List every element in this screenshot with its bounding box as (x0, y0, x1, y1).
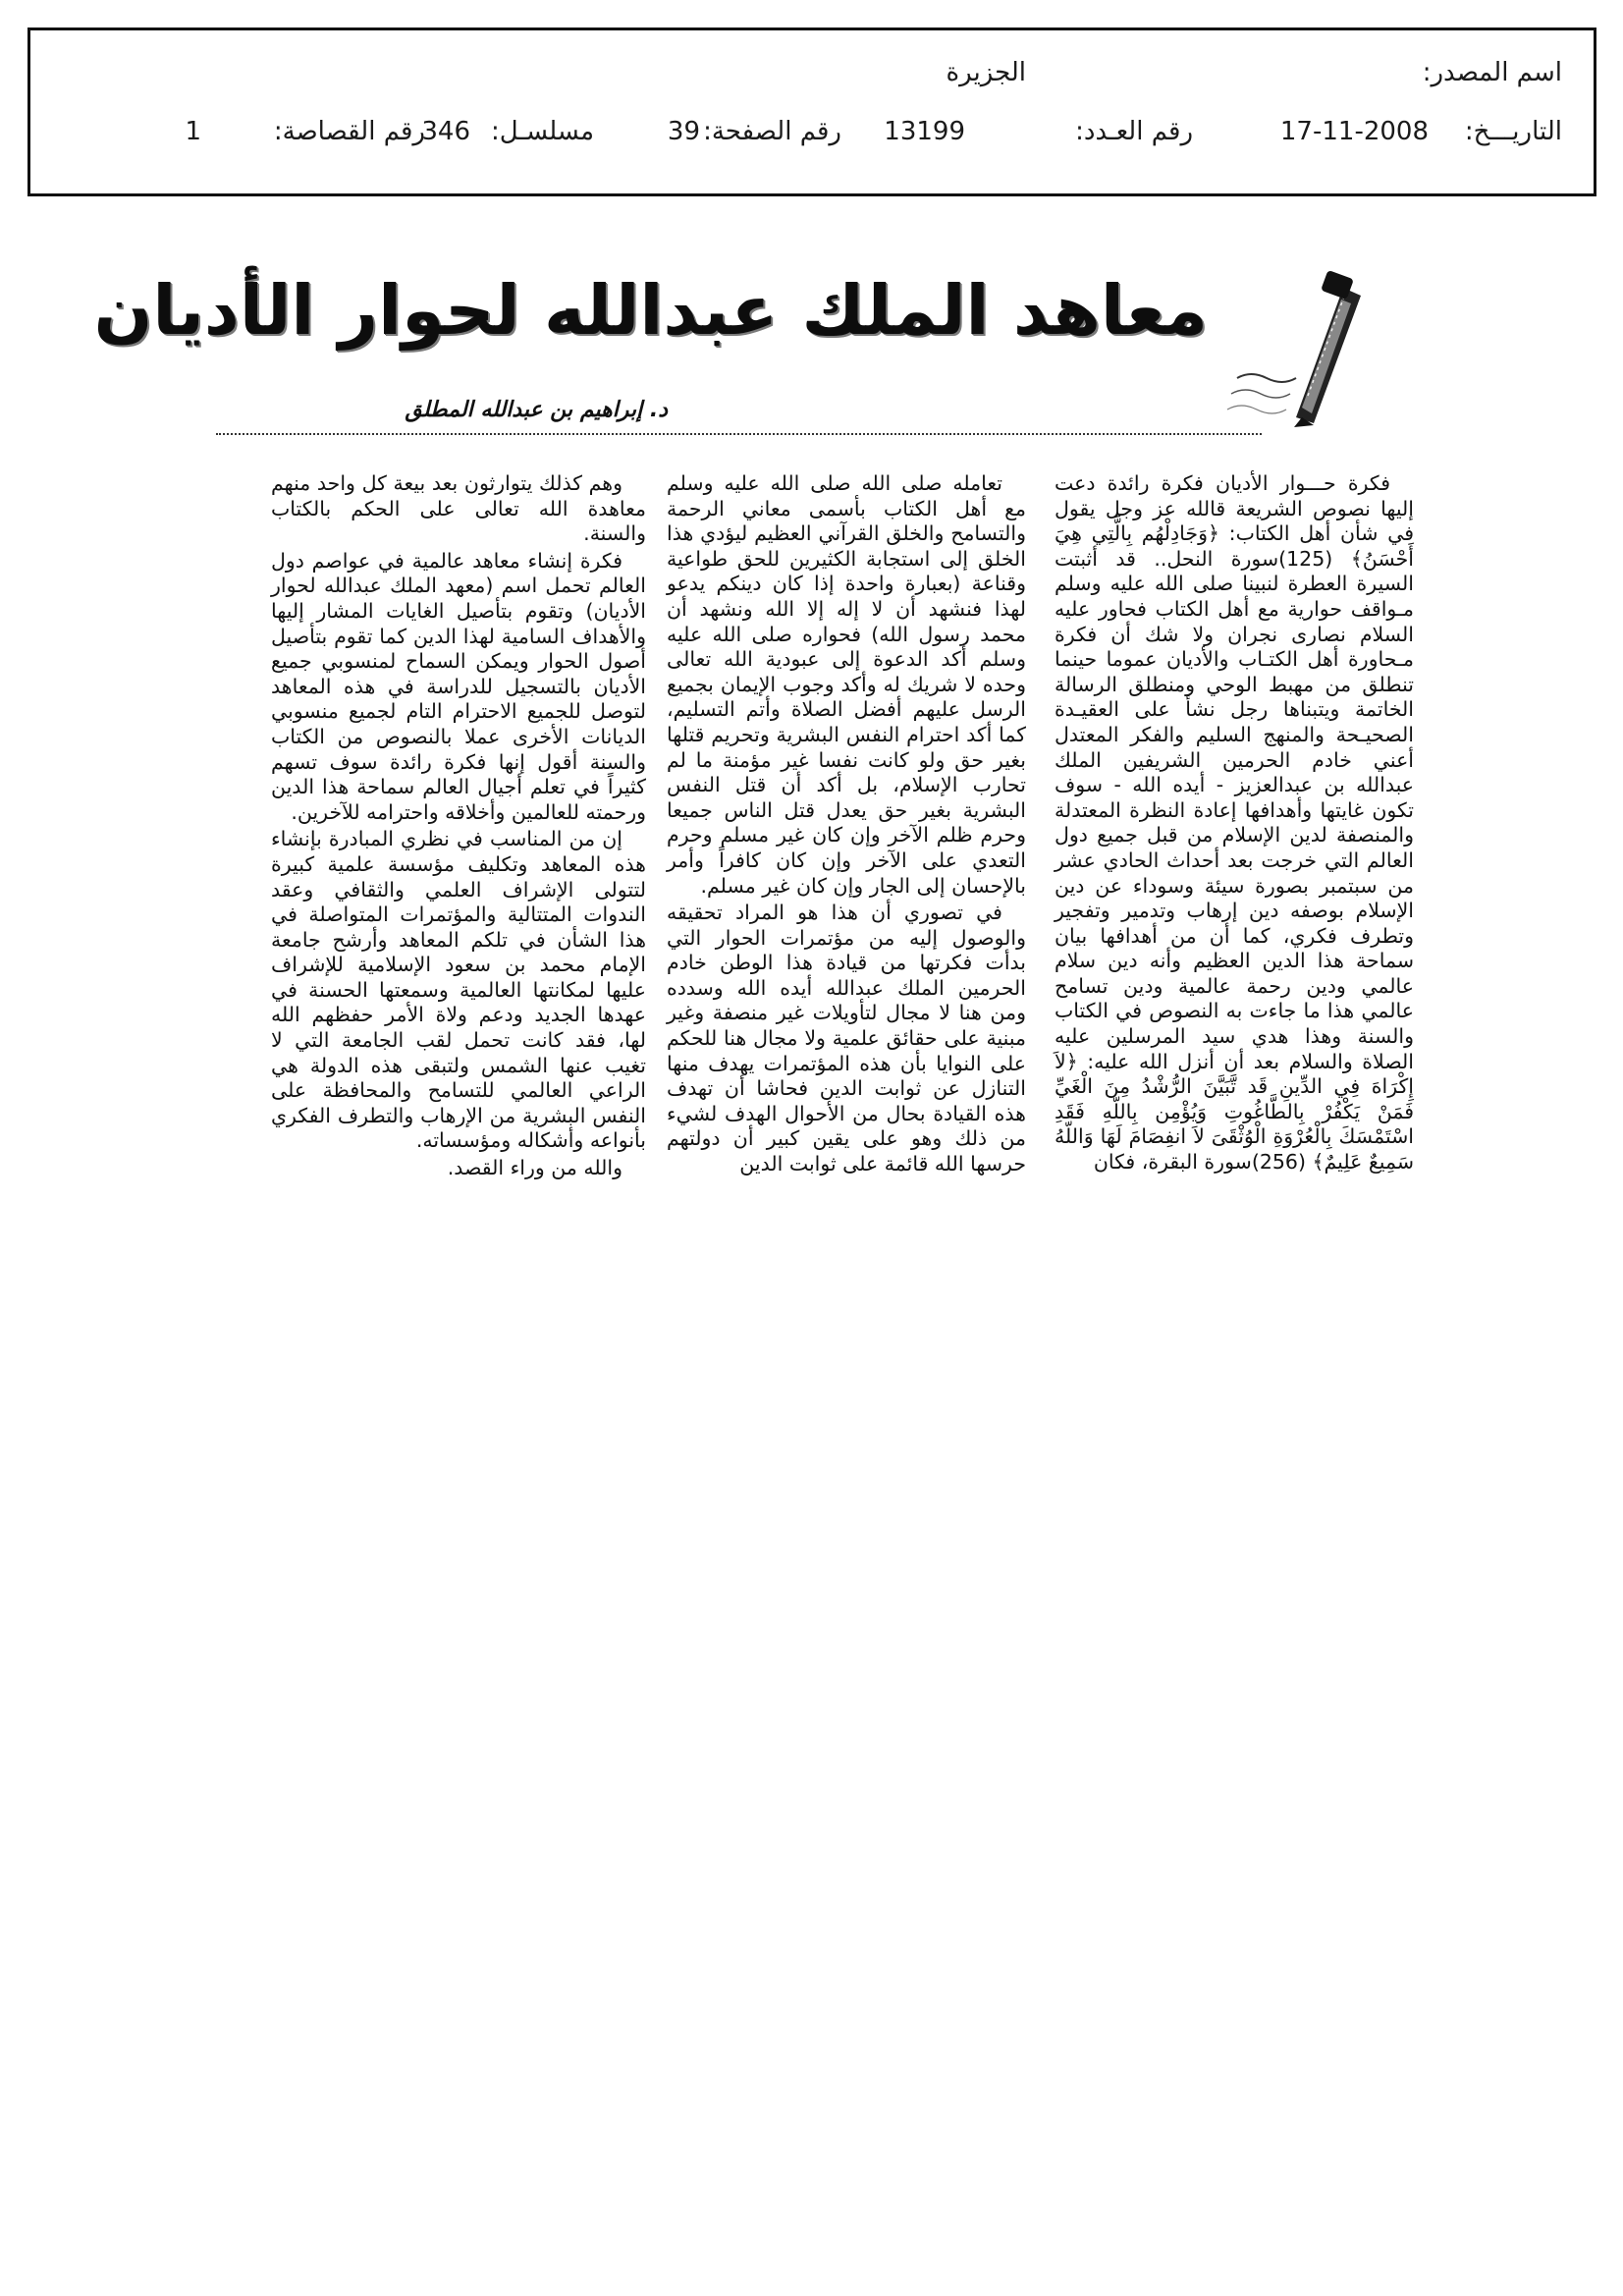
column-left (271, 471, 646, 1183)
quill-pen-icon (1217, 270, 1365, 427)
column-right (1055, 471, 1414, 1177)
paragraph: وهم كذلك يتوارثون بعد بيعة كل واحد منهم معاهدة الله تعالى على الحكم بالكتاب والسنة. (271, 471, 646, 546)
paragraph: في تصوري أن هذا هو المراد تحقيقه والوصول إليه من مؤتمرات الحوار التي بدأت فكرتها من قيادة هذا الوطن خادم الحرمين الملك عبدالله أيده الله وسدده ومن هنا لا مجال لتأويلات غير منصفة وغير مبنية على حقائق علمية ولا مجال هنا للحكم على النوايا بأن هذه المؤتمرات يهدف منها التنازل عن ثوابت الدين فحاشا أن تهدف هذه القيادة بحال من الأحوال الهدف لشيء من ذلك وهو على يقين كبير أن دولتهم حرسها الله قائمة على ثوابت الدين (667, 901, 1026, 1176)
serial-value: 346 (421, 117, 470, 146)
page-label: رقم الصفحة: (703, 117, 841, 146)
paragraph: فكرة حـــوار الأديان فكرة رائدة دعت إليها نصوص الشريعة قالله عز وجل يقول في شأن أهل الكتاب: ﴿وَجَادِلْهُم بِالَّتِي هِيَ أَحْسَنُ﴾ (125)سورة النحل.. قد أثبتت السيرة العطرة لنبينا صلى الله عليه وسلم مـواقف حوارية مع أهل الكتاب فحاور عليه السلام نصارى نجران ولا شك أن فكرة مـحاورة أهل الكتـاب والأديان عموما حينما تنطلق من مهبط الوحي ومنطلق الرسالة الخاتمة ويتبناها رجل نشأ على العقيـدة الصحيـحة والمنهج السليم والفكر المعتدل أعني خادم الحرمين الشريفين الملك عبدالله بن عبدالعزيز - أيده الله - سوف تكون غايتها وأهدافها إعادة النظرة المعتدلة والمنصفة لدين الإسلام من قبل جميع دول العالم التي خرجت بعد أحداث الحادي عشر من سبتمبر بصورة سيئة وسوداء عن دين الإسلام بوصفه دين إرهاب وتدمير وتفجير وتطرف فكري، كما أن من أهدافها بيان سماحة هذا الدين العظيم وأنه دين سلام عالمي ودين رحمة عالمية ودين تسامح عالمي هذا ما جاءت به النصوص في الكتاب والسنة وهذا هدي سيد المرسلين عليه الصلاة والسلام بعد أن أنزل الله عليه: ﴿لاَ إِكْرَاهَ فِي الدِّينِ قَد تَّبَيَّنَ الرُّشْدُ مِنَ الْغَيِّ فَمَنْ يَكْفُرْ بِالطَّاغُوتِ وَيُؤْمِن بِاللّهِ فَقَدِ اسْتَمْسَكَ بِالْعُرْوَةِ الْوُثْقَىَ لاَ انفِصَامَ لَهَا وَاللّهُ سَمِيعٌ عَلِيمٌ﴾ (256)سورة البقرة، فكان (1055, 471, 1414, 1175)
serial-label: مسلسـل: (491, 117, 594, 146)
date-value: 17-11-2008 (1279, 117, 1429, 146)
article-author: د. إبراهيم بن عبدالله المطلق (405, 398, 668, 422)
clip-value: 1 (185, 117, 201, 146)
source-value: الجزيرة (946, 58, 1026, 87)
column-middle (667, 471, 1026, 1179)
clipping-header (27, 27, 1596, 196)
issue-label: رقم العـدد: (1075, 117, 1193, 146)
paragraph: والله من وراء القصد. (447, 1156, 622, 1180)
paragraph: إن من المناسب في نظري المبادرة بإنشاء هذه المعاهد وتكليف مؤسسة علمية كبيرة لتتولى الإشراف العلمي والثقافي وعقد الندوات المتتالية والمؤتمرات المتواصلة في هذا الشأن في تلكم المعاهد وأرشح جامعة الإمام محمد بن سعود الإسلامية للإشراف عليها لمكانتها العالمية وسمعتها الحسنة في عهدها الجديد ودعم ولاة الأمر حفظهم الله لها، فقد كانت تحمل لقب الجامعة التي لا تغيب عنها الشمس ولتبقى هذه الدولة هي الراعي العالمي للتسامح والمحافظة على النفس البشرية من الإرهاب والتطرف الفكري بأنواعه وأشكاله ومؤسساته. (271, 827, 646, 1153)
issue-value: 13199 (884, 117, 965, 146)
article-title: معاهد الملك عبدالله لحوار الأديان (93, 270, 1208, 351)
clip-label: رقم القصاصة: (273, 117, 425, 146)
source-label: اسم المصدر: (1422, 58, 1562, 87)
paragraph: فكرة إنشاء معاهد عالمية في عواصم دول العالم تحمل اسم (معهد الملك عبدالله لحوار الأديان) وتقوم بتأصيل الغايات المشار إليها والأهداف السامية لهذا الدين كما تقوم بتأصيل أصول الحوار ويمكن السماح لمنسوبي جميع الأديان بالتسجيل للدراسة في هذه المعاهد لتوصل للجميع الاحترام التام لجميع منسوبي الديانات الأخرى عملا بالنصوص من الكتاب والسنة أقول إنها فكرة رائدة سوف تسهم كثيراً في تعلم أجيال العالم سماحة هذا الدين ورحمته للعالمين وأخلاقه واحترامه للآخرين. (271, 548, 646, 824)
paragraph: تعامله صلى الله صلى الله عليه وسلم مع أهل الكتاب بأسمى معاني الرحمة والتسامح والخلق القرآني العظيم ليؤدي هذا الخلق إلى استجابة الكثيرين للحق طواعية وقناعة (بعبارة واحدة إذا كان دينكم يدعو لهذا فنشهد أن لا إله إلا الله ونشهد أن محمد رسول الله) فحواره صلى الله عليه وسلم أكد الدعوة إلى عبودية الله تعالى وحده لا شريك له وأكد وجوب الإيمان بجميع الرسل عليهم أفضل الصلاة وأتم التسليم، كما أكد احترام النفس البشرية وتحريم قتلها بغير حق ولو كانت نفسا غير مؤمنة ما لم تحارب الإسلام، بل أكد أن قتل النفس البشرية بغير حق يعدل قتل الناس جميعا وحرم ظلم الآخر وإن كان غير مسلم وحرم التعدي على الآخر وإن كان كافراً وأمر بالإحسان إلى الجار وإن كان غير مسلم. (667, 471, 1026, 898)
title-divider (216, 433, 1262, 435)
article (93, 250, 1434, 1350)
date-label: التاريـــخ: (1464, 117, 1562, 146)
page-value: 39 (667, 117, 700, 146)
